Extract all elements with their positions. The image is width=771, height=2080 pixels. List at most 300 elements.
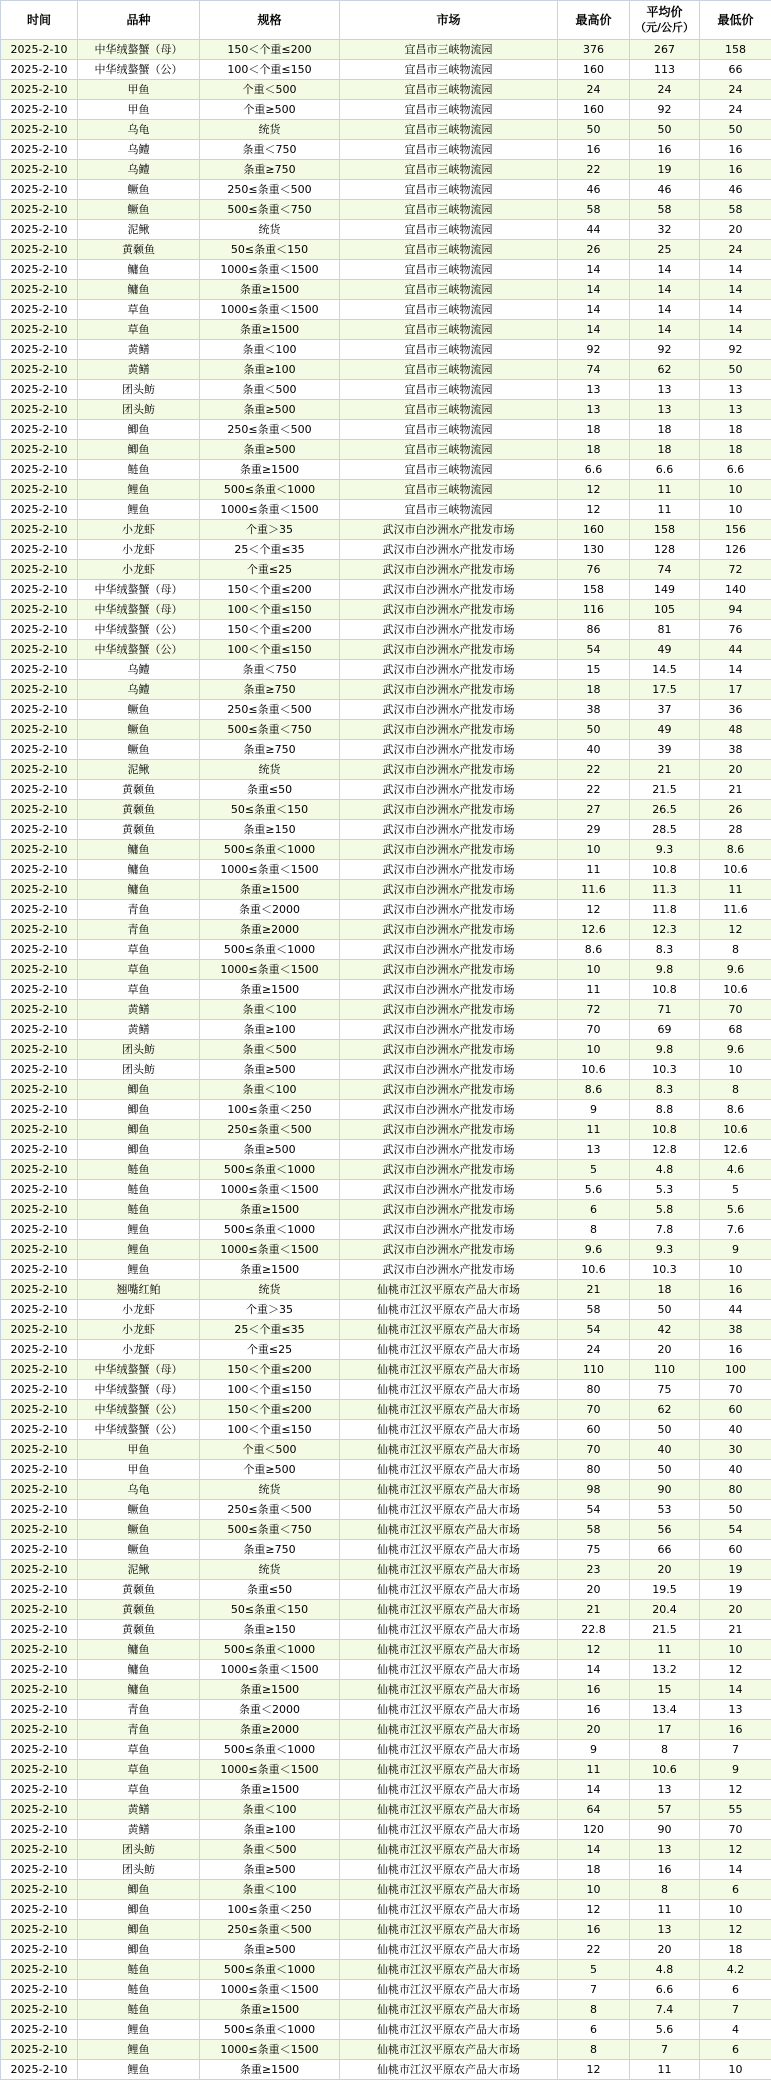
cell-market: 武汉市白沙洲水产批发市场 xyxy=(340,680,558,700)
table-row xyxy=(1,520,771,540)
cell-max-price: 58 xyxy=(558,200,630,220)
cell-time: 2025-2-10 xyxy=(1,1720,78,1740)
cell-spec: 条重＜100 xyxy=(200,1080,340,1100)
cell-variety: 鳙鱼 xyxy=(78,1640,200,1660)
cell-spec: 150＜个重≤200 xyxy=(200,1360,340,1380)
cell-min-price: 10 xyxy=(700,480,771,500)
cell-variety: 鳜鱼 xyxy=(78,740,200,760)
cell-variety: 团头鲂 xyxy=(78,380,200,400)
cell-spec: 150＜个重≤200 xyxy=(200,40,340,60)
table-row xyxy=(1,1800,771,1820)
cell-min-price: 10 xyxy=(700,1260,771,1280)
cell-variety: 中华绒螯蟹（公） xyxy=(78,1400,200,1420)
cell-max-price: 40 xyxy=(558,740,630,760)
table-row xyxy=(1,800,771,820)
cell-min-price: 50 xyxy=(700,360,771,380)
cell-min-price: 24 xyxy=(700,80,771,100)
cell-spec: 条重≥100 xyxy=(200,360,340,380)
cell-max-price: 6 xyxy=(558,1200,630,1220)
cell-time: 2025-2-10 xyxy=(1,260,78,280)
table-row xyxy=(1,1320,771,1340)
cell-spec: 1000≤条重＜1500 xyxy=(200,1240,340,1260)
cell-time: 2025-2-10 xyxy=(1,1080,78,1100)
cell-max-price: 38 xyxy=(558,700,630,720)
cell-max-price: 160 xyxy=(558,100,630,120)
cell-time: 2025-2-10 xyxy=(1,1680,78,1700)
cell-variety: 乌鳢 xyxy=(78,680,200,700)
cell-variety: 草鱼 xyxy=(78,1740,200,1760)
cell-avg-price: 105 xyxy=(630,600,700,620)
cell-time: 2025-2-10 xyxy=(1,1960,78,1980)
table-row xyxy=(1,1680,771,1700)
cell-min-price: 140 xyxy=(700,580,771,600)
cell-avg-price: 110 xyxy=(630,1360,700,1380)
cell-avg-price: 13.4 xyxy=(630,1700,700,1720)
cell-spec: 250≤条重＜500 xyxy=(200,1120,340,1140)
table-row xyxy=(1,200,771,220)
cell-avg-price: 8.3 xyxy=(630,940,700,960)
cell-spec: 500≤条重＜1000 xyxy=(200,1160,340,1180)
table-row xyxy=(1,500,771,520)
cell-time: 2025-2-10 xyxy=(1,160,78,180)
cell-spec: 条重≥1500 xyxy=(200,1680,340,1700)
cell-spec: 统货 xyxy=(200,120,340,140)
cell-min-price: 13 xyxy=(700,380,771,400)
cell-avg-price: 21 xyxy=(630,760,700,780)
cell-spec: 条重≥1500 xyxy=(200,1780,340,1800)
table-row xyxy=(1,560,771,580)
cell-spec: 条重≥100 xyxy=(200,1020,340,1040)
cell-market: 宜昌市三峡物流园 xyxy=(340,240,558,260)
cell-variety: 黄颡鱼 xyxy=(78,1620,200,1640)
table-row xyxy=(1,1760,771,1780)
cell-avg-price: 37 xyxy=(630,700,700,720)
cell-max-price: 8 xyxy=(558,1220,630,1240)
cell-market: 仙桃市江汉平原农产品大市场 xyxy=(340,1620,558,1640)
cell-market: 宜昌市三峡物流园 xyxy=(340,180,558,200)
cell-min-price: 54 xyxy=(700,1520,771,1540)
cell-avg-price: 8.3 xyxy=(630,1080,700,1100)
table-row xyxy=(1,1100,771,1120)
cell-time: 2025-2-10 xyxy=(1,580,78,600)
cell-spec: 1000≤条重＜1500 xyxy=(200,1660,340,1680)
cell-variety: 中华绒螯蟹（母） xyxy=(78,1380,200,1400)
cell-variety: 黄颡鱼 xyxy=(78,780,200,800)
cell-min-price: 9.6 xyxy=(700,1040,771,1060)
cell-variety: 鳜鱼 xyxy=(78,1540,200,1560)
cell-time: 2025-2-10 xyxy=(1,1540,78,1560)
table-header xyxy=(1,1,771,40)
cell-variety: 鳙鱼 xyxy=(78,880,200,900)
cell-spec: 个重＜500 xyxy=(200,80,340,100)
cell-spec: 500≤条重＜1000 xyxy=(200,2020,340,2040)
table-row xyxy=(1,1360,771,1380)
cell-min-price: 12.6 xyxy=(700,1140,771,1160)
cell-spec: 条重＜500 xyxy=(200,380,340,400)
cell-max-price: 110 xyxy=(558,1360,630,1380)
table-row xyxy=(1,920,771,940)
cell-spec: 条重≥500 xyxy=(200,1860,340,1880)
cell-avg-price: 13 xyxy=(630,1840,700,1860)
cell-min-price: 44 xyxy=(700,640,771,660)
cell-variety: 乌鳢 xyxy=(78,140,200,160)
cell-min-price: 24 xyxy=(700,240,771,260)
cell-variety: 鲢鱼 xyxy=(78,1980,200,2000)
cell-time: 2025-2-10 xyxy=(1,1100,78,1120)
cell-avg-price: 66 xyxy=(630,1540,700,1560)
header-time: 时间 xyxy=(1,1,78,40)
header-avg-price xyxy=(630,1,700,40)
cell-time: 2025-2-10 xyxy=(1,1240,78,1260)
cell-time: 2025-2-10 xyxy=(1,1420,78,1440)
table-row xyxy=(1,1780,771,1800)
cell-max-price: 6.6 xyxy=(558,460,630,480)
cell-spec: 条重≥100 xyxy=(200,1820,340,1840)
cell-avg-price: 10.3 xyxy=(630,1260,700,1280)
cell-max-price: 9.6 xyxy=(558,1240,630,1260)
cell-variety: 黄鳝 xyxy=(78,1020,200,1040)
cell-avg-price: 8 xyxy=(630,1880,700,1900)
cell-variety: 青鱼 xyxy=(78,900,200,920)
cell-max-price: 75 xyxy=(558,1540,630,1560)
cell-avg-price: 15 xyxy=(630,1680,700,1700)
cell-max-price: 158 xyxy=(558,580,630,600)
cell-variety: 青鱼 xyxy=(78,1700,200,1720)
cell-min-price: 20 xyxy=(700,760,771,780)
cell-time: 2025-2-10 xyxy=(1,1260,78,1280)
cell-max-price: 10 xyxy=(558,1880,630,1900)
cell-spec: 条重＜500 xyxy=(200,1840,340,1860)
cell-market: 宜昌市三峡物流园 xyxy=(340,160,558,180)
cell-avg-price: 13.2 xyxy=(630,1660,700,1680)
cell-market: 仙桃市江汉平原农产品大市场 xyxy=(340,1980,558,2000)
cell-min-price: 50 xyxy=(700,1500,771,1520)
cell-min-price: 8.6 xyxy=(700,840,771,860)
cell-variety: 团头鲂 xyxy=(78,400,200,420)
cell-max-price: 11 xyxy=(558,860,630,880)
cell-market: 武汉市白沙洲水产批发市场 xyxy=(340,640,558,660)
cell-variety: 乌鳢 xyxy=(78,660,200,680)
header-market: 市场 xyxy=(340,1,558,40)
cell-time: 2025-2-10 xyxy=(1,480,78,500)
header-max-price: 最高价 xyxy=(558,1,630,40)
cell-avg-price: 11 xyxy=(630,1900,700,1920)
cell-variety: 鲤鱼 xyxy=(78,1240,200,1260)
cell-avg-price: 20 xyxy=(630,1560,700,1580)
cell-min-price: 19 xyxy=(700,1560,771,1580)
cell-avg-price: 42 xyxy=(630,1320,700,1340)
cell-max-price: 22 xyxy=(558,760,630,780)
cell-variety: 泥鳅 xyxy=(78,760,200,780)
table-row xyxy=(1,420,771,440)
cell-time: 2025-2-10 xyxy=(1,720,78,740)
table-row xyxy=(1,1300,771,1320)
cell-max-price: 5.6 xyxy=(558,1180,630,1200)
cell-spec: 条重≥750 xyxy=(200,1540,340,1560)
cell-market: 仙桃市江汉平原农产品大市场 xyxy=(340,1400,558,1420)
table-row xyxy=(1,1660,771,1680)
cell-market: 武汉市白沙洲水产批发市场 xyxy=(340,920,558,940)
cell-time: 2025-2-10 xyxy=(1,1220,78,1240)
cell-time: 2025-2-10 xyxy=(1,1480,78,1500)
cell-variety: 鳜鱼 xyxy=(78,1520,200,1540)
cell-spec: 500≤条重＜1000 xyxy=(200,1640,340,1660)
cell-avg-price: 5.3 xyxy=(630,1180,700,1200)
cell-time: 2025-2-10 xyxy=(1,1840,78,1860)
cell-avg-price: 62 xyxy=(630,1400,700,1420)
cell-market: 仙桃市江汉平原农产品大市场 xyxy=(340,1580,558,1600)
cell-max-price: 21 xyxy=(558,1280,630,1300)
cell-avg-price: 11 xyxy=(630,2060,700,2080)
table-row xyxy=(1,1180,771,1200)
cell-time: 2025-2-10 xyxy=(1,320,78,340)
cell-avg-price: 13 xyxy=(630,1780,700,1800)
cell-spec: 统货 xyxy=(200,1480,340,1500)
cell-time: 2025-2-10 xyxy=(1,420,78,440)
cell-min-price: 12 xyxy=(700,1920,771,1940)
cell-max-price: 70 xyxy=(558,1020,630,1040)
cell-market: 仙桃市江汉平原农产品大市场 xyxy=(340,1720,558,1740)
table-row xyxy=(1,1960,771,1980)
cell-max-price: 14 xyxy=(558,320,630,340)
cell-spec: 250≤条重＜500 xyxy=(200,180,340,200)
cell-max-price: 18 xyxy=(558,1860,630,1880)
cell-min-price: 14 xyxy=(700,1860,771,1880)
cell-max-price: 12 xyxy=(558,1640,630,1660)
table-row xyxy=(1,820,771,840)
header-variety: 品种 xyxy=(78,1,200,40)
cell-spec: 条重＜100 xyxy=(200,1880,340,1900)
cell-min-price: 12 xyxy=(700,1660,771,1680)
cell-variety: 小龙虾 xyxy=(78,1300,200,1320)
cell-min-price: 10 xyxy=(700,1900,771,1920)
cell-spec: 个重＞35 xyxy=(200,520,340,540)
cell-min-price: 44 xyxy=(700,1300,771,1320)
cell-max-price: 13 xyxy=(558,1140,630,1160)
cell-spec: 100≤条重＜250 xyxy=(200,1100,340,1120)
cell-market: 宜昌市三峡物流园 xyxy=(340,360,558,380)
cell-max-price: 160 xyxy=(558,60,630,80)
cell-max-price: 22 xyxy=(558,780,630,800)
cell-max-price: 16 xyxy=(558,140,630,160)
cell-market: 宜昌市三峡物流园 xyxy=(340,120,558,140)
cell-spec: 1000≤条重＜1500 xyxy=(200,1980,340,2000)
cell-variety: 黄颡鱼 xyxy=(78,1580,200,1600)
table-row xyxy=(1,940,771,960)
cell-variety: 鲤鱼 xyxy=(78,1220,200,1240)
cell-variety: 鳙鱼 xyxy=(78,280,200,300)
cell-avg-price: 56 xyxy=(630,1520,700,1540)
cell-market: 仙桃市江汉平原农产品大市场 xyxy=(340,1660,558,1680)
cell-time: 2025-2-10 xyxy=(1,380,78,400)
cell-avg-price: 10.6 xyxy=(630,1760,700,1780)
cell-market: 仙桃市江汉平原农产品大市场 xyxy=(340,1780,558,1800)
cell-time: 2025-2-10 xyxy=(1,760,78,780)
cell-min-price: 10.6 xyxy=(700,980,771,1000)
cell-max-price: 50 xyxy=(558,720,630,740)
cell-avg-price: 10.8 xyxy=(630,980,700,1000)
cell-time: 2025-2-10 xyxy=(1,840,78,860)
cell-min-price: 28 xyxy=(700,820,771,840)
table-row xyxy=(1,740,771,760)
cell-variety: 鲤鱼 xyxy=(78,500,200,520)
table-row xyxy=(1,720,771,740)
cell-time: 2025-2-10 xyxy=(1,140,78,160)
table-row xyxy=(1,1900,771,1920)
cell-time: 2025-2-10 xyxy=(1,600,78,620)
cell-variety: 草鱼 xyxy=(78,1760,200,1780)
cell-time: 2025-2-10 xyxy=(1,1760,78,1780)
cell-min-price: 14 xyxy=(700,260,771,280)
cell-min-price: 21 xyxy=(700,780,771,800)
cell-market: 武汉市白沙洲水产批发市场 xyxy=(340,520,558,540)
cell-max-price: 23 xyxy=(558,1560,630,1580)
cell-avg-price: 158 xyxy=(630,520,700,540)
table-row xyxy=(1,1380,771,1400)
cell-min-price: 12 xyxy=(700,1780,771,1800)
table-row xyxy=(1,1480,771,1500)
cell-max-price: 24 xyxy=(558,80,630,100)
cell-time: 2025-2-10 xyxy=(1,340,78,360)
cell-min-price: 20 xyxy=(700,1600,771,1620)
cell-market: 武汉市白沙洲水产批发市场 xyxy=(340,560,558,580)
cell-variety: 小龙虾 xyxy=(78,540,200,560)
cell-max-price: 46 xyxy=(558,180,630,200)
cell-spec: 100＜个重≤150 xyxy=(200,60,340,80)
cell-max-price: 12 xyxy=(558,900,630,920)
cell-spec: 条重＜750 xyxy=(200,140,340,160)
cell-spec: 条重≥1500 xyxy=(200,1260,340,1280)
cell-max-price: 22 xyxy=(558,1940,630,1960)
cell-min-price: 55 xyxy=(700,1800,771,1820)
cell-spec: 条重≥150 xyxy=(200,1620,340,1640)
cell-market: 宜昌市三峡物流园 xyxy=(340,100,558,120)
cell-market: 仙桃市江汉平原农产品大市场 xyxy=(340,1860,558,1880)
cell-max-price: 22.8 xyxy=(558,1620,630,1640)
cell-market: 仙桃市江汉平原农产品大市场 xyxy=(340,1840,558,1860)
cell-variety: 泥鳅 xyxy=(78,1560,200,1580)
cell-avg-price: 10.8 xyxy=(630,1120,700,1140)
cell-variety: 鲫鱼 xyxy=(78,420,200,440)
cell-avg-price: 4.8 xyxy=(630,1160,700,1180)
cell-avg-price: 46 xyxy=(630,180,700,200)
cell-variety: 黄鳝 xyxy=(78,1000,200,1020)
cell-min-price: 72 xyxy=(700,560,771,580)
cell-variety: 鲤鱼 xyxy=(78,480,200,500)
cell-max-price: 11.6 xyxy=(558,880,630,900)
cell-time: 2025-2-10 xyxy=(1,940,78,960)
cell-min-price: 7.6 xyxy=(700,1220,771,1240)
cell-time: 2025-2-10 xyxy=(1,1820,78,1840)
table-row xyxy=(1,1280,771,1300)
cell-avg-price: 50 xyxy=(630,1300,700,1320)
table-row xyxy=(1,480,771,500)
cell-max-price: 29 xyxy=(558,820,630,840)
cell-spec: 条重≥500 xyxy=(200,1140,340,1160)
cell-variety: 鲤鱼 xyxy=(78,2020,200,2040)
cell-min-price: 18 xyxy=(700,1940,771,1960)
cell-market: 仙桃市江汉平原农产品大市场 xyxy=(340,1640,558,1660)
cell-spec: 条重≥1500 xyxy=(200,280,340,300)
cell-variety: 鳙鱼 xyxy=(78,1660,200,1680)
cell-avg-price: 20 xyxy=(630,1340,700,1360)
cell-max-price: 13 xyxy=(558,400,630,420)
cell-market: 武汉市白沙洲水产批发市场 xyxy=(340,780,558,800)
cell-variety: 乌龟 xyxy=(78,120,200,140)
cell-market: 武汉市白沙洲水产批发市场 xyxy=(340,820,558,840)
cell-max-price: 9 xyxy=(558,1740,630,1760)
table-row xyxy=(1,780,771,800)
cell-max-price: 11 xyxy=(558,1760,630,1780)
cell-market: 宜昌市三峡物流园 xyxy=(340,60,558,80)
cell-max-price: 18 xyxy=(558,440,630,460)
cell-variety: 鳜鱼 xyxy=(78,700,200,720)
cell-spec: 250≤条重＜500 xyxy=(200,700,340,720)
cell-time: 2025-2-10 xyxy=(1,2040,78,2060)
cell-time: 2025-2-10 xyxy=(1,240,78,260)
cell-time: 2025-2-10 xyxy=(1,400,78,420)
cell-min-price: 76 xyxy=(700,620,771,640)
cell-min-price: 7 xyxy=(700,1740,771,1760)
cell-min-price: 38 xyxy=(700,740,771,760)
cell-min-price: 8.6 xyxy=(700,1100,771,1120)
cell-variety: 中华绒螯蟹（母） xyxy=(78,40,200,60)
cell-max-price: 24 xyxy=(558,1340,630,1360)
cell-spec: 1000≤条重＜1500 xyxy=(200,500,340,520)
cell-market: 武汉市白沙洲水产批发市场 xyxy=(340,740,558,760)
cell-market: 宜昌市三峡物流园 xyxy=(340,460,558,480)
cell-market: 仙桃市江汉平原农产品大市场 xyxy=(340,1700,558,1720)
cell-spec: 条重≥500 xyxy=(200,440,340,460)
cell-avg-price: 69 xyxy=(630,1020,700,1040)
cell-avg-price: 113 xyxy=(630,60,700,80)
cell-time: 2025-2-10 xyxy=(1,980,78,1000)
cell-max-price: 20 xyxy=(558,1720,630,1740)
cell-spec: 50≤条重＜150 xyxy=(200,1600,340,1620)
cell-spec: 100＜个重≤150 xyxy=(200,1380,340,1400)
table-row xyxy=(1,680,771,700)
cell-market: 仙桃市江汉平原农产品大市场 xyxy=(340,2020,558,2040)
cell-avg-price: 12.3 xyxy=(630,920,700,940)
cell-time: 2025-2-10 xyxy=(1,780,78,800)
cell-spec: 统货 xyxy=(200,220,340,240)
table-row xyxy=(1,1400,771,1420)
cell-avg-price: 92 xyxy=(630,100,700,120)
cell-min-price: 70 xyxy=(700,1820,771,1840)
cell-time: 2025-2-10 xyxy=(1,1620,78,1640)
cell-avg-price: 17.5 xyxy=(630,680,700,700)
cell-variety: 团头鲂 xyxy=(78,1060,200,1080)
table-row xyxy=(1,860,771,880)
cell-avg-price: 13 xyxy=(630,380,700,400)
cell-avg-price: 62 xyxy=(630,360,700,380)
cell-max-price: 8.6 xyxy=(558,940,630,960)
table-row xyxy=(1,360,771,380)
cell-min-price: 16 xyxy=(700,140,771,160)
cell-avg-price: 71 xyxy=(630,1000,700,1020)
cell-avg-price: 19 xyxy=(630,160,700,180)
cell-time: 2025-2-10 xyxy=(1,1800,78,1820)
cell-min-price: 8 xyxy=(700,940,771,960)
cell-min-price: 5.6 xyxy=(700,1200,771,1220)
cell-variety: 甲鱼 xyxy=(78,1460,200,1480)
cell-time: 2025-2-10 xyxy=(1,1880,78,1900)
cell-avg-price: 20.4 xyxy=(630,1600,700,1620)
cell-avg-price: 49 xyxy=(630,640,700,660)
cell-market: 武汉市白沙洲水产批发市场 xyxy=(340,660,558,680)
table-row xyxy=(1,640,771,660)
cell-market: 仙桃市江汉平原农产品大市场 xyxy=(340,2060,558,2080)
